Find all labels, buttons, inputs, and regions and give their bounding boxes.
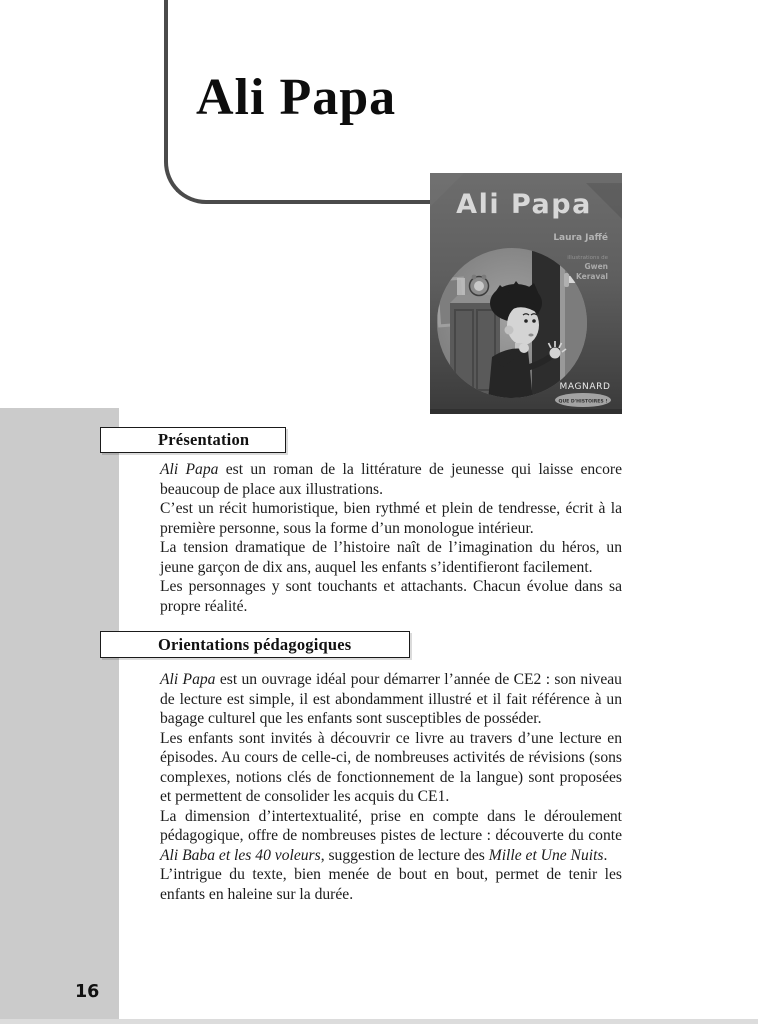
text: Les personnages y sont touchants et attachants. Chacun évolue dans sa propre réalité. xyxy=(160,578,622,615)
section-heading-label: Présentation xyxy=(158,430,250,449)
italic-text: Ali Baba et les 40 voleurs xyxy=(160,846,321,864)
presentation-text xyxy=(160,460,622,616)
cover-illustrator-label: illustrations de xyxy=(567,255,608,261)
paragraph xyxy=(160,538,622,577)
paragraph xyxy=(160,460,622,499)
section-heading-presentation xyxy=(100,427,286,453)
text: . xyxy=(603,846,608,864)
paragraph xyxy=(160,499,622,538)
glass xyxy=(457,278,465,295)
paragraph xyxy=(160,577,622,616)
text: Les enfants sont invités à découvrir ce livre au travers d’une lecture en épisodes. Au cours de celle-ci, de nombreuses activités de révisions (sons complexes, notions clés de fonctionnement de la langue) sont proposées et permettent de consolider les acquis du CE1. xyxy=(160,729,622,805)
paragraph xyxy=(160,729,622,807)
text: C’est un récit humoristique, bien rythmé et plein de tendresse, écrit à la première personne, sous la forme d’un monologue intérieur. xyxy=(160,500,622,537)
cover-title: Ali Papa xyxy=(456,189,592,220)
section-heading-orientations xyxy=(100,631,410,658)
alarm-clock xyxy=(470,275,489,296)
italic-text: Ali Papa xyxy=(160,461,219,478)
book-cover xyxy=(430,173,622,414)
left-gray-band xyxy=(0,408,119,1019)
cover-illustrator-last: Keraval xyxy=(575,272,608,281)
cover-author: Laura Jaffé xyxy=(553,233,608,243)
page-title: Ali Papa xyxy=(196,68,397,126)
cover-illustrator-first: Gwen xyxy=(584,262,608,271)
paragraph xyxy=(160,670,622,729)
text: La dimension d’intertextualité, prise en compte dans le déroulement pédagogique, offre de nombreuses pistes de lecture : découverte du conte xyxy=(160,807,622,844)
text: est un roman de la littérature de jeunesse qui laisse encore beaucoup de place aux illustrations. xyxy=(160,461,622,498)
orientations-text xyxy=(160,670,622,904)
bottom-gray-band xyxy=(0,1019,758,1024)
collection-badge-text: QUE D'HISTOIRES ! xyxy=(558,399,608,405)
text: L’intrigue du texte, bien menée de bout en bout, permet de tenir les enfants en haleine sur la durée. xyxy=(160,866,622,903)
italic-text: Mille et Une Nuits xyxy=(488,846,604,864)
text: La tension dramatique de l’histoire naît de l’imagination du héros, un jeune garçon de dix ans, auquel les enfants s’identifieront facilement. xyxy=(160,539,622,576)
book-cover-image xyxy=(430,173,622,414)
text: est un ouvrage idéal pour démarrer l’année de CE2 : son niveau de lecture est simple, il est abondamment illustré et il fait référence à un bagage culturel que les enfants sont susceptibles de posséder. xyxy=(160,671,622,727)
publisher-logo-text: MAGNARD xyxy=(559,382,611,392)
text: , suggestion de lecture des xyxy=(320,846,489,864)
italic-text: Ali Papa xyxy=(160,671,216,688)
paragraph xyxy=(160,807,622,866)
paragraph xyxy=(160,865,622,904)
page-number: 16 xyxy=(75,982,100,1002)
section-heading-label: Orientations pédagogiques xyxy=(158,634,352,654)
